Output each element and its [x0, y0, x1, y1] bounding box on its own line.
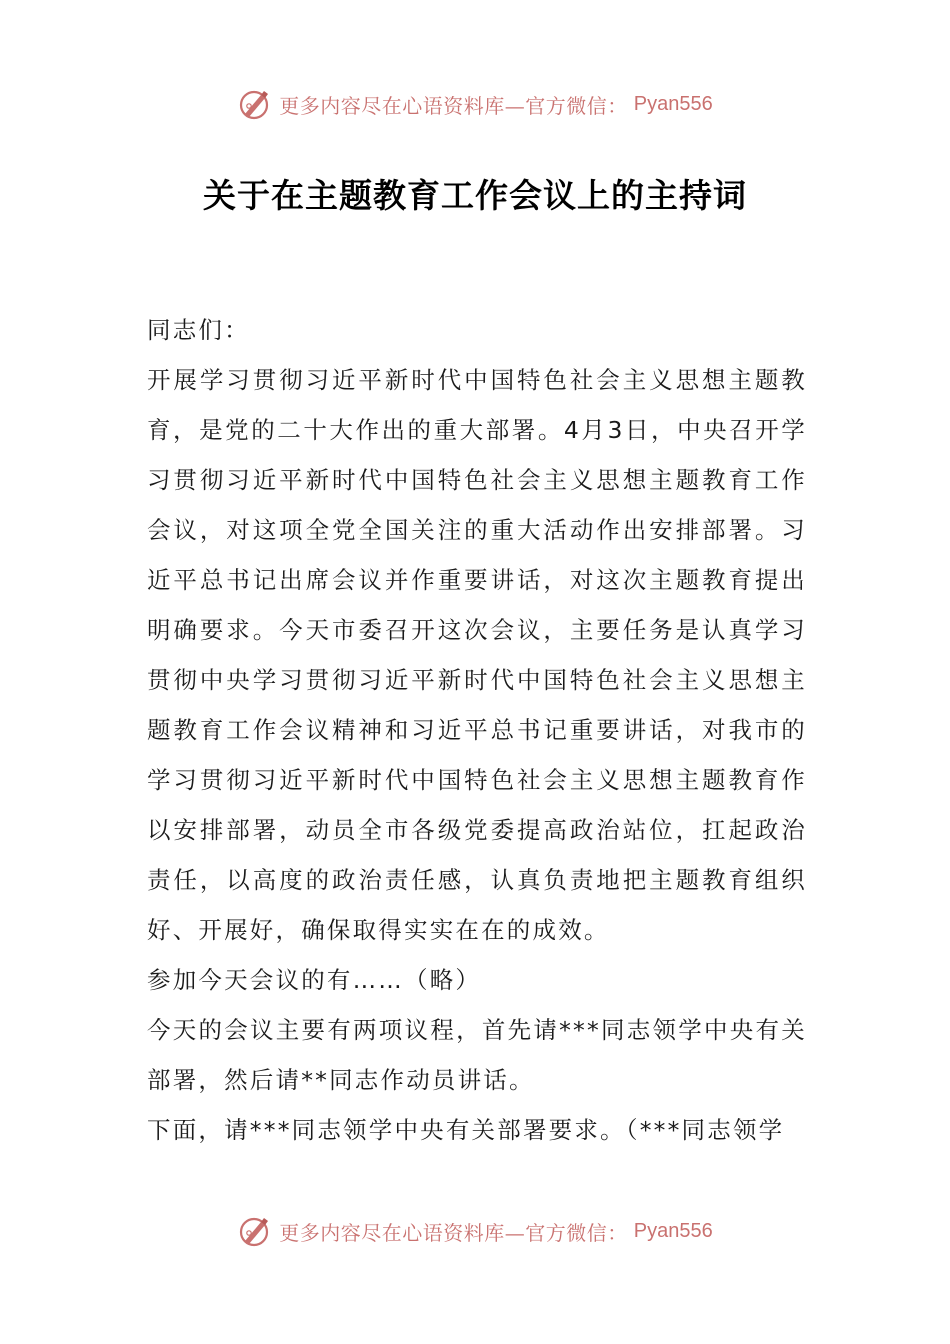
body-paragraph: 今天的会议主要有两项议程，首先请***同志领学中央有关部署，然后请**同志作动员讲话。: [147, 1016, 807, 1094]
footer-watermark-banner: [0, 1211, 950, 1251]
document-body: [147, 305, 807, 1155]
pen-circle-logo-icon: [237, 1213, 273, 1249]
body-paragraph: 开展学习贯彻习近平新时代中国特色社会主义思想主题教育，是党的二十大作出的重大部署。4月3日，中央召开学习贯彻习近平新时代中国特色社会主义思想主题教育工作会议，对这项全党全国关注的重大活动作出安排部署。习近平总书记出席会议并作重要讲话，对这次主题教育提出明确要求。今天市委召开这次会议，主要任务是认真学习贯彻中央学习贯彻习近平新时代中国特色社会主义思想主题教育工作会议精神和习近平总书记重要讲话，对我市的学习贯彻习近平新时代中国特色社会主义思想主题教育作以安排部署，动员全市各级党委提高政治站位，扛起政治责任，以高度的政治责任感，认真负责地把主题教育组织好、开展好，确保取得实实在在的成效。: [147, 366, 807, 944]
body-paragraph: 参加今天会议的有……（略）: [147, 966, 482, 994]
banner-wechat-id: Pyan556: [633, 1219, 713, 1242]
banner-wechat-id: Pyan556: [633, 92, 713, 115]
banner-text: 更多内容尽在心语资料库—官方微信：: [279, 1220, 628, 1245]
document-title: 关于在主题教育工作会议上的主持词: [203, 176, 747, 215]
body-paragraph: 下面，请***同志领学中央有关部署要求。（***同志领学: [147, 1116, 785, 1144]
pen-circle-logo-icon: [237, 86, 273, 122]
salutation-paragraph: 同志们：: [147, 316, 250, 344]
header-watermark-banner: [0, 84, 950, 124]
banner-text: 更多内容尽在心语资料库—官方微信：: [279, 93, 628, 118]
